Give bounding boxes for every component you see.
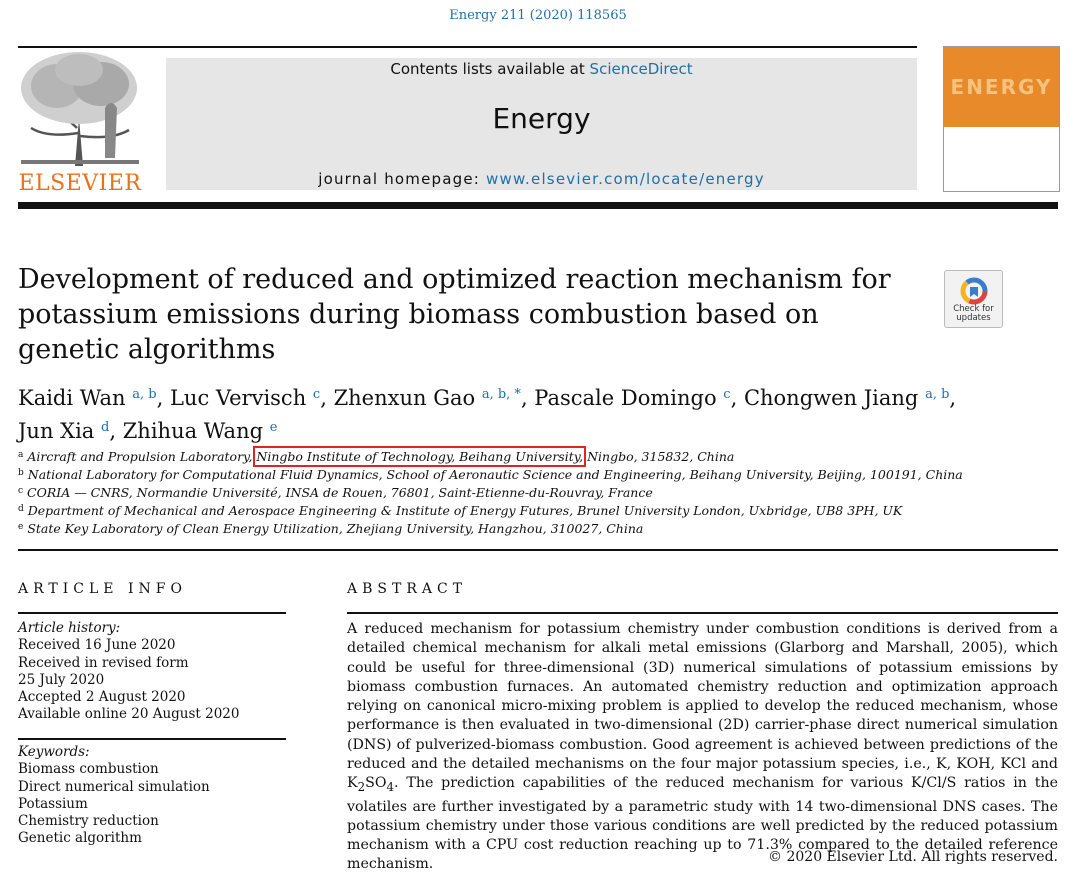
author-affiliation-marks[interactable]: c [312, 387, 321, 402]
keyword[interactable]: Biomass combustion [18, 761, 159, 778]
affiliation-text: Aircraft and Propulsion Laboratory, [27, 449, 257, 464]
revised-label: Received in revised form [18, 654, 189, 671]
abstract-body [347, 620, 1058, 875]
abstract-heading: ABSTRACT [347, 581, 468, 597]
author-name[interactable]: Pascale Domingo [534, 386, 717, 410]
author-name[interactable]: Chongwen Jiang [743, 386, 919, 410]
elsevier-wordmark[interactable]: ELSEVIER [18, 171, 142, 196]
homepage-prefix: journal homepage: [318, 170, 487, 188]
affiliation-d [18, 501, 1058, 519]
author-name[interactable]: Jun Xia [18, 419, 95, 443]
keyword[interactable]: Direct numerical simulation [18, 778, 210, 795]
author-list: Kaidi Wan $^{a, b}$, Luc Vervisch $^c$, Zhenxun Gao $^{a, b, *}$, Pascale Domingo $^c$, Chongwen Jiang $^{a, b}$, Jun Xia $^d$, Zhihua Wang $^e$ [18, 386, 957, 443]
author-affiliation-marks[interactable]: a, b, * [481, 387, 521, 402]
keyword[interactable]: Genetic algorithm [18, 830, 142, 847]
affiliation-mark: c [18, 486, 24, 496]
contents-prefix: Contents lists available at [390, 60, 590, 78]
article-info-heading: ARTICLE INFO [18, 581, 187, 597]
contents-line [166, 60, 917, 78]
online-date: Available online 20 August 2020 [18, 706, 240, 723]
affiliation-mark: d [18, 504, 24, 514]
affiliation-text: Ningbo, 315832, China [583, 449, 735, 464]
copyright-notice: © 2020 Elsevier Ltd. All rights reserved. [768, 849, 1058, 865]
affiliation-mark: a [18, 450, 24, 460]
author-affiliation-marks[interactable]: c [723, 387, 731, 402]
article-info-rule [18, 612, 286, 614]
affiliation-text: State Key Laboratory of Clean Energy Utilization, Zhejiang University, Hangzhou, 310027, China [27, 521, 644, 536]
subscript: 4 [386, 780, 395, 795]
keyword[interactable]: Chemistry reduction [18, 813, 159, 830]
author-name[interactable]: Kaidi Wan [18, 386, 126, 410]
highlighted-institution: Ningbo Institute of Technology, Beihang University, [256, 449, 584, 464]
author-affiliation-marks[interactable]: d [101, 420, 110, 435]
homepage-link[interactable]: www.elsevier.com/locate/energy [486, 170, 765, 188]
journal-citation[interactable]: Energy 211 (2020) 118565 [449, 8, 627, 23]
article-title: Development of reduced and optimized reaction mechanism for potassium emissions during biomass combustion based on genetic algorithms [18, 264, 891, 365]
abstract-text: SO [365, 775, 387, 792]
article-history [18, 620, 288, 724]
badge-label [945, 305, 1002, 323]
badge-line-1: Check for [953, 304, 994, 314]
keywords-label: Keywords: [18, 744, 90, 760]
affiliation-e [18, 519, 1058, 537]
masthead-top-rule [18, 46, 917, 48]
badge-line-2: updates [956, 313, 991, 323]
section-divider [18, 549, 1058, 551]
affiliation-c [18, 483, 1058, 501]
received-date: Received 16 June 2020 [18, 637, 176, 654]
abstract-text: A reduced mechanism for potassium chemistry under combustion conditions is derived from a detailed chemical mechanism for alkali metal emissions (Glarborg and Marshall, 2005), which could be useful for three-dimensional (3D) numerical simulations of potassium emissions by biomass combustion furnaces. An automated chemistry reduction and optimization approach relying on canonical micro-mixing problem is applied to develop the reduced mechanism, whose performance is then evaluated in two-dimensional (2D) carrier-phase direct numerical simulation (DNS) of pulverized-biomass combustion. Good agreement is achieved between predictions of the reduced and the detailed mechanisms on the four major potassium species, i.e., K, KOH, KCl and K [347, 621, 1058, 792]
masthead-bottom-rule [18, 202, 1058, 209]
affiliation-mark: e [18, 522, 24, 532]
journal-name[interactable]: Energy [492, 102, 591, 135]
keyword[interactable]: Potassium [18, 795, 88, 812]
cover-title: ENERGY [950, 75, 1053, 99]
journal-masthead [166, 58, 917, 190]
author-name[interactable]: Luc Vervisch [169, 386, 307, 410]
affiliation-a [18, 447, 1058, 465]
journal-cover-thumbnail[interactable] [943, 46, 1060, 192]
author-name[interactable]: Zhenxun Gao [333, 386, 476, 410]
author-affiliation-marks[interactable]: a, b [132, 387, 157, 402]
affiliation-mark: b [18, 468, 24, 478]
history-label: Article history: [18, 620, 121, 636]
accepted-date: Accepted 2 August 2020 [18, 689, 186, 706]
affiliation-text: CORIA — CNRS, Normandie Université, INSA de Rouen, 76801, Saint-Etienne-du-Rouvray, France [27, 485, 653, 500]
journal-homepage-line [166, 170, 917, 188]
author-affiliation-marks[interactable]: e [269, 420, 278, 435]
affiliation-text: Department of Mechanical and Aerospace Engineering & Institute of Energy Futures, Brunel University London, Uxbridge, UB8 3PH, UK [27, 503, 903, 518]
subscript: 2 [357, 780, 366, 795]
abstract-text: . The prediction capabilities of the reduced mechanism for various K/Cl/S ratios in the volatiles are further investigated by a parametric study with 14 two-dimensional DNS cases. The potassium chemistry under those various conditions are well predicted by the reduced potassium mechanism with a CPU cost reduction reaching up to 71.3% compared to the detailed reference mechanism. [347, 775, 1058, 873]
affiliation-list [18, 447, 1058, 537]
check-for-updates-badge[interactable] [944, 270, 1003, 328]
affiliation-b [18, 465, 1058, 483]
keywords-rule [18, 738, 286, 740]
author-affiliation-marks[interactable]: a, b [925, 387, 950, 402]
abstract-rule [347, 612, 1058, 614]
affiliation-text: National Laboratory for Computational Fluid Dynamics, School of Aeronautic Science and Engineering, Beihang University, Beijing, 100191, China [27, 467, 963, 482]
revised-date: 25 July 2020 [18, 671, 105, 688]
keywords-block [18, 744, 288, 848]
check-updates-icon [960, 277, 988, 305]
author-name[interactable]: Zhihua Wang [122, 419, 264, 443]
sciencedirect-link[interactable]: ScienceDirect [589, 60, 693, 78]
